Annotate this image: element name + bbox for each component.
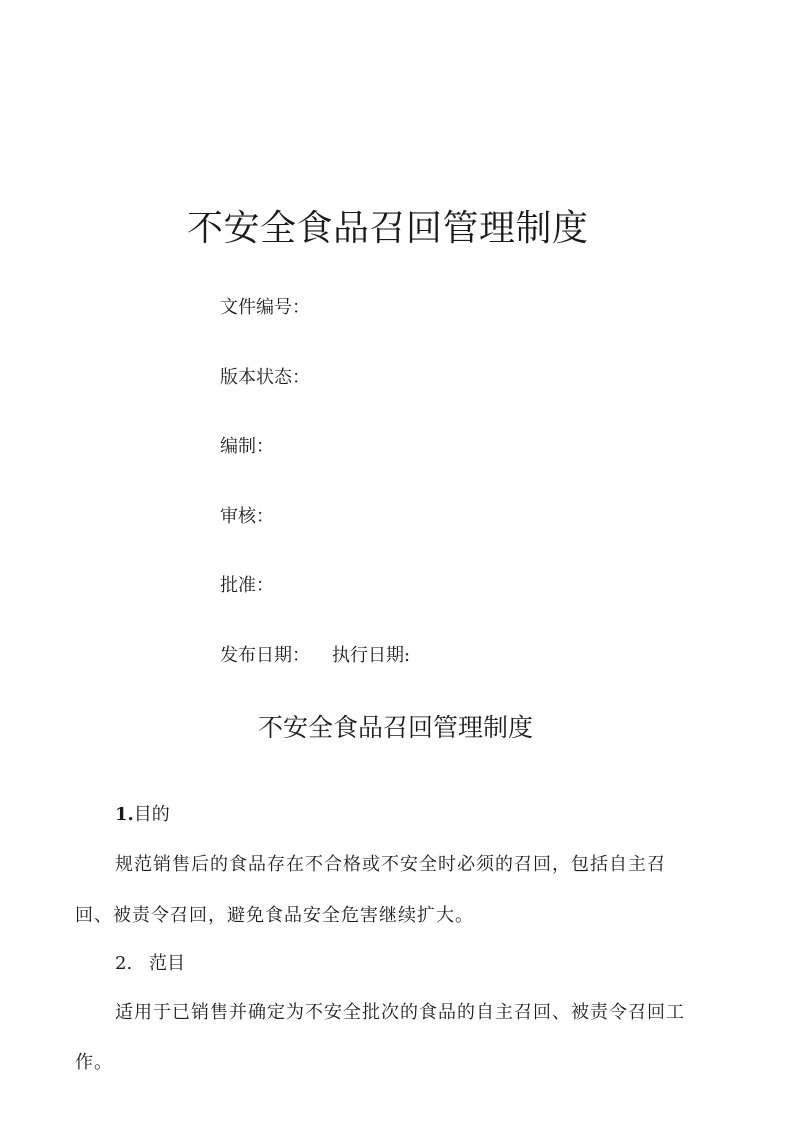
prepared-by-label: 编制： [220, 436, 274, 457]
section-1-text-line-1: 规范销售后的食品存在不合格或不安全时必须的召回，包括自主召 [115, 854, 666, 875]
approved-by-label: 批准： [220, 575, 274, 596]
section-2-number: 2. [115, 953, 133, 974]
version-status-label: 版本状态： [220, 367, 310, 388]
reviewed-by-label: 审核： [220, 506, 274, 527]
section-2-text-line-1: 适用于已销售并确定为不安全批次的食品的自主召回、被责令召回工 [115, 1002, 685, 1023]
dates-row [220, 641, 410, 667]
section-1-text-line-2: 回、被责令召回，避免食品安全危害继续扩大。 [75, 905, 474, 926]
section-2-text-line-2: 作。 [75, 1052, 113, 1073]
section-1-number: 1. [115, 804, 134, 825]
section-2-heading [115, 949, 185, 975]
section-1-title: 目的 [133, 804, 170, 825]
section-1-heading [115, 800, 170, 826]
cover-title: 不安全食品召回管理制度 [187, 208, 589, 249]
section-2-title: 范目 [149, 953, 185, 974]
document-title: 不安全食品召回管理制度 [258, 713, 534, 742]
doc-number-label: 文件编号： [220, 297, 310, 318]
effective-date-label: 执行日期: [332, 645, 411, 666]
release-date-label: 发布日期： [220, 645, 310, 666]
